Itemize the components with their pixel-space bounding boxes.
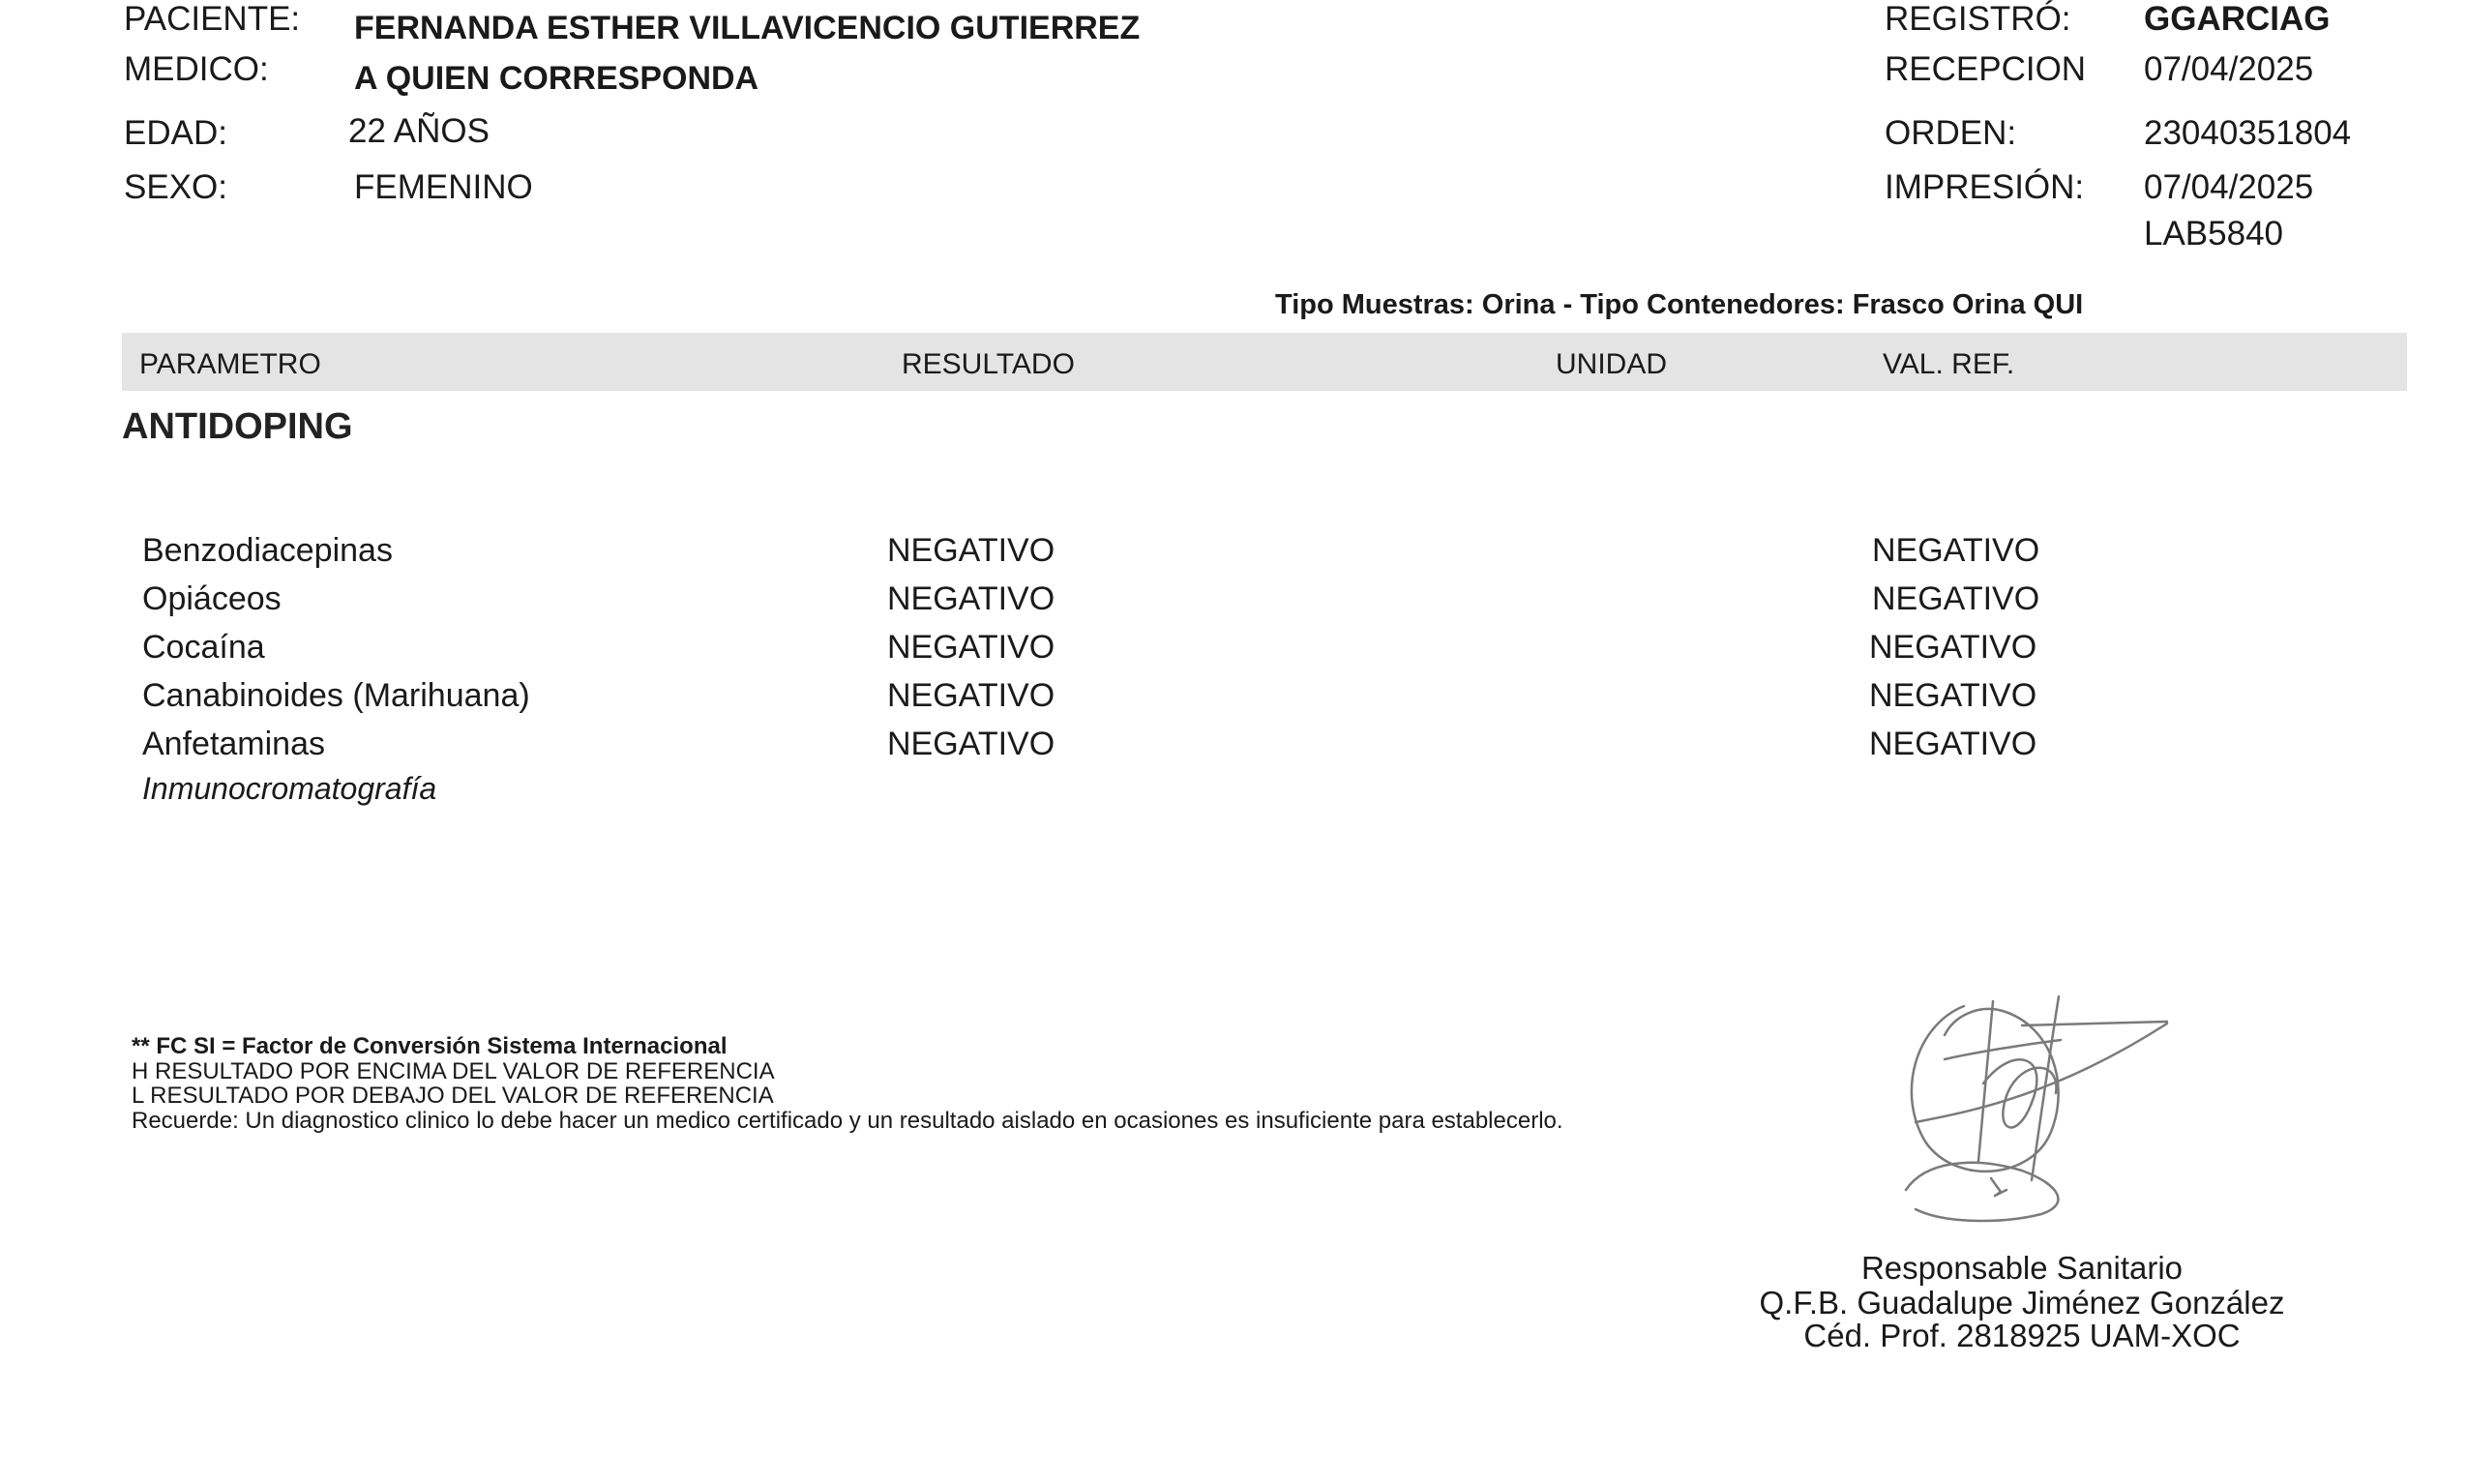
sexo-value: FEMENINO xyxy=(354,168,533,206)
table-row-param: Canabinoides (Marihuana) xyxy=(142,677,530,714)
table-row-result: NEGATIVO xyxy=(887,726,1055,762)
header-unidad: UNIDAD xyxy=(1556,348,1668,380)
orden-label: ORDEN: xyxy=(1885,114,2017,152)
h-note: H RESULTADO POR ENCIMA DEL VALOR DE REFERENCIA xyxy=(132,1058,775,1084)
medico-label: MEDICO: xyxy=(124,50,269,88)
signature-cedula: Céd. Prof. 2818925 UAM-XOC xyxy=(1803,1318,2241,1353)
header-parametro: PARAMETRO xyxy=(139,348,321,380)
table-row-param: Cocaína xyxy=(142,629,265,666)
table-header xyxy=(122,333,2407,391)
lab-code: LAB5840 xyxy=(2144,215,2284,252)
table-row-param: Anfetaminas xyxy=(142,726,325,762)
header-resultado: RESULTADO xyxy=(902,348,1075,380)
paciente-label: PACIENTE: xyxy=(124,0,301,38)
l-note: L RESULTADO POR DEBAJO DEL VALOR DE REFERENCIA xyxy=(132,1083,774,1109)
header-val-ref: VAL. REF. xyxy=(1883,348,2015,380)
paciente-value: FERNANDA ESTHER VILLAVICENCIO GUTIERREZ xyxy=(354,10,1141,46)
orden-value: 23040351804 xyxy=(2144,114,2352,152)
disclaimer: Recuerde: Un diagnostico clinico lo debe hacer un medico certificado y un resultado aislado en ocasiones es insuficiente para establecerlo. xyxy=(132,1108,1563,1134)
table-row-ref: NEGATIVO xyxy=(1869,677,2037,714)
fc-si-note: ** FC SI = Factor de Conversión Sistema Internacional xyxy=(132,1033,728,1059)
method-text: Inmunocromatografía xyxy=(142,771,437,806)
table-row-result: NEGATIVO xyxy=(887,677,1055,714)
table-row-result: NEGATIVO xyxy=(887,580,1055,617)
registro-value: GGARCIAG xyxy=(2144,0,2331,38)
recepcion-label: RECEPCION xyxy=(1885,50,2087,88)
table-row-param: Opiáceos xyxy=(142,580,282,617)
registro-label: REGISTRÓ: xyxy=(1885,0,2071,38)
table-row-ref: NEGATIVO xyxy=(1872,532,2040,569)
edad-label: EDAD: xyxy=(124,114,227,152)
table-row-ref: NEGATIVO xyxy=(1869,726,2037,762)
signature-image xyxy=(1887,987,2177,1238)
table-row-result: NEGATIVO xyxy=(887,532,1055,569)
sexo-label: SEXO: xyxy=(124,168,227,206)
recepcion-value: 07/04/2025 xyxy=(2144,50,2314,88)
impresion-label: IMPRESIÓN: xyxy=(1885,168,2085,206)
table-row-param: Benzodiacepinas xyxy=(142,532,393,569)
table-row-ref: NEGATIVO xyxy=(1872,580,2040,617)
section-title: ANTIDOPING xyxy=(122,406,353,447)
impresion-value: 07/04/2025 xyxy=(2144,168,2314,206)
table-row-ref: NEGATIVO xyxy=(1869,629,2037,666)
medico-value: A QUIEN CORRESPONDA xyxy=(354,60,759,97)
signature-name: Q.F.B. Guadalupe Jiménez González xyxy=(1759,1285,2285,1321)
sample-info: Tipo Muestras: Orina - Tipo Contenedores: Frasco Orina QUI xyxy=(1275,289,2084,320)
edad-value: 22 AÑOS xyxy=(348,112,490,150)
table-row-result: NEGATIVO xyxy=(887,629,1055,666)
signature-role: Responsable Sanitario xyxy=(1860,1250,2184,1286)
